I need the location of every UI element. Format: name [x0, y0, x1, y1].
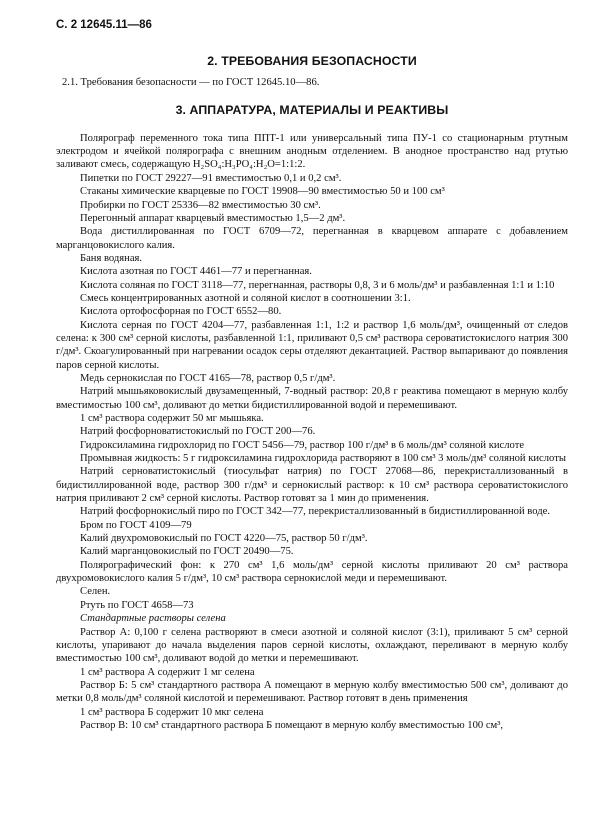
subsection-heading: Стандартные растворы селена: [80, 613, 226, 625]
paragraph: Натрий серноватистокислый (тиосульфат натрия) по ГОСТ 27068—86, перекристаллизованный в бидистиллированной воде, раствор 300 г/дм³ и сернокислый раствор: к 10 см³ раствора сероватистокислого натрия приливают 2 см³ серной кислоты. Раствор готовят за 1 мин до применения.: [56, 466, 568, 505]
paragraph: Бром по ГОСТ 4109—79: [80, 519, 192, 531]
paragraph: Кислота азотная по ГОСТ 4461—77 и перегнанная.: [80, 266, 312, 278]
paragraph: Натрий фосфорнокислый пиро по ГОСТ 342—77, перекристаллизованный в бидистиллированной воде.: [80, 506, 550, 518]
paragraph: Раствор В: 10 см³ стандартного раствора Б помещают в мерную колбу вместимостью 100 см³,: [80, 719, 504, 731]
paragraph: Баня водяная.: [80, 252, 143, 264]
paragraph: 1 см³ раствора содержит 50 мг мышьяка.: [80, 413, 264, 425]
paragraph: Полярографический фон: к 270 см³ 1,6 моль/дм³ серной кислоты приливают 20 см³ раствора двухромовокислого калия 5 г/дм³, 10 см³ раствора сернокислой меди и перемешивают.: [56, 559, 568, 585]
paragraph: Пипетки по ГОСТ 29227—91 вместимостью 0,1 и 0,2 см³.: [80, 172, 342, 184]
paragraph: Кислота серная по ГОСТ 4204—77, разбавленная 1:1, 1:2 и раствор 1,6 моль/дм³, очищенный от следов селена: к 300 см³ серной кислоты, разбавленной 1:1, приливают 0,5 см³ раствора сероватистокислого натрия 300 г/дм³. Скоагулированный при нагревании осадок серы отделяют декантацией. Раствор выпаривают до появления паров серной кислоты.: [56, 319, 568, 371]
section-2-title: 2. ТРЕБОВАНИЯ БЕЗОПАСНОСТИ: [207, 54, 417, 69]
paragraph: Медь сернокислая по ГОСТ 4165—78, раствор 0,5 г/дм³.: [80, 372, 336, 384]
paragraph: Кислота соляная по ГОСТ 3118—77, перегнанная, растворы 0,8, 3 и 6 моль/дм³ и разбавленная 1:1 и 1:10: [80, 279, 555, 291]
paragraph: Стаканы химические кварцевые по ГОСТ 19908—90 вместимостью 50 и 100 см³: [80, 186, 445, 198]
paragraph: 1 см³ раствора Б содержит 10 мкг селена: [80, 706, 264, 718]
page-header: С. 2 12645.11—86: [56, 19, 152, 31]
paragraph: Натрий мышьяковокислый двузамещенный, 7-водный раствор: 20,8 г реактива помещают в мерную колбу вместимостью 100 см³, доливают до метки бидистиллированной водой и перемешивают.: [56, 386, 568, 411]
paragraph: Вода дистиллированная по ГОСТ 6709—72, перегнанная в кварцевом аппарате с добавлением марганцовокислого калия.: [56, 226, 568, 251]
paragraph: 1 см³ раствора А содержит 1 мг селена: [80, 666, 255, 678]
paragraph: Калий двухромовокислый по ГОСТ 4220—75, раствор 50 г/дм³.: [80, 533, 368, 545]
paragraph: Раствор А: 0,100 г селена растворяют в смеси азотной и соляной кислот (3:1), приливают 5 см³ серной кислоты, упаривают до начала выделения паров серной кислоты, охлаждают, переливают в мерную колбу вместимостью 100 см³, доливают водой до метки и перемешивают.: [56, 626, 568, 665]
paragraph: Кислота ортофосфорная по ГОСТ 6552—80.: [80, 306, 282, 318]
paragraph: Смесь концентрированных азотной и соляной кислот в соотношении 3:1.: [80, 292, 411, 304]
paragraph: Полярограф переменного тока типа ППТ-1 или универсальный типа ПУ-1 со стационарным ртутным электродом и ячейкой полярографа с внешним анодным отделением. В анодное пространство над ртутью заливают смесь, содержащую H₂SO₄:H₃PO₄:H₂O=1:1:2.: [56, 132, 568, 171]
paragraph: Пробирки по ГОСТ 25336—82 вместимостью 30 см³.: [80, 199, 321, 211]
paragraph: Промывная жидкость: 5 г гидроксиламина гидрохлорида растворяют в 100 см³ 3 моль/дм³ соляной кислоты: [80, 453, 566, 465]
paragraph: Перегонный аппарат кварцевый вместимостью 1,5—2 дм³.: [80, 212, 346, 224]
section-2-paragraph: 2.1. Требования безопасности — по ГОСТ 12645.10—86.: [62, 76, 320, 88]
paragraph: Калий марганцовокислый по ГОСТ 20490—75.: [80, 546, 294, 558]
paragraph: Гидроксиламина гидрохлорид по ГОСТ 5456—79, раствор 100 г/дм³ в 6 моль/дм³ соляной кислоте: [80, 439, 525, 451]
paragraph: Селен.: [80, 586, 111, 598]
paragraph: Натрий фосфорноватистокислый по ГОСТ 200—76.: [80, 426, 316, 438]
paragraph: Ртуть по ГОСТ 4658—73: [80, 599, 194, 611]
section-3-title: 3. АППАРАТУРА, МАТЕРИАЛЫ И РЕАКТИВЫ: [175, 103, 449, 118]
paragraph: Раствор Б: 5 см³ стандартного раствора А помещают в мерную колбу вместимостью 500 см³, доливают до метки 0,8 моль/дм³ соляной кислотой и перемешивают. Раствор готовят в день применения: [56, 679, 568, 705]
